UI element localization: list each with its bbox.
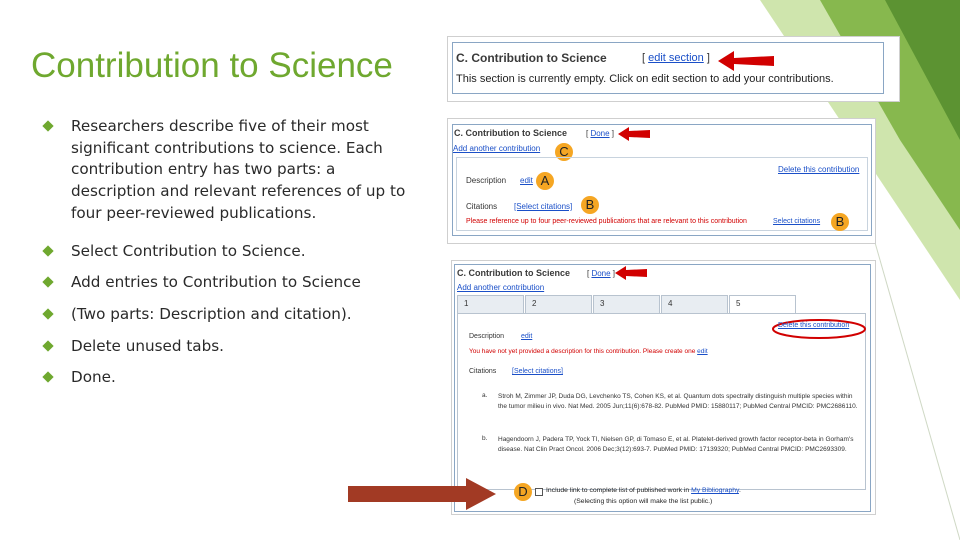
edit-description-link[interactable]: edit	[520, 176, 533, 185]
bullet-item: Delete unused tabs.	[44, 336, 414, 358]
marker-c: C	[555, 143, 573, 161]
citations-label: Citations	[466, 202, 498, 211]
tab-2[interactable]: 2	[525, 295, 592, 313]
create-description-link[interactable]: edit	[697, 348, 708, 355]
bullet-item: Add entries to Contribution to Science	[44, 272, 414, 294]
checkbox-icon[interactable]	[535, 488, 543, 496]
diamond-bullet-icon	[42, 277, 53, 288]
citation-a: Stroh M, Zimmer JP, Duda DG, Levchenko TS, Cohen KS, et al. Quantum dots spectrally distinguish multiple species within the tumor milieu in vivo. Nat Med. 2005 Jun;11(6):678-82. PubMed PMID: 15880117; PubMed Central PMCID: PMC2686110.	[498, 393, 858, 410]
description-label: Description	[469, 333, 505, 340]
done-link[interactable]: Done	[591, 269, 611, 278]
add-contribution-link[interactable]: Add another contribution	[453, 144, 541, 153]
diamond-bullet-icon	[42, 372, 53, 383]
bibliography-link[interactable]: My Bibliography	[691, 487, 739, 494]
delete-highlight-ellipse	[770, 317, 868, 341]
edit-section-link[interactable]: edit section	[648, 52, 704, 64]
diamond-bullet-icon	[42, 245, 53, 256]
diamond-bullet-icon	[42, 120, 53, 131]
slide-title: Contribution to Science	[31, 46, 393, 85]
section-header: C. Contribution to Science	[457, 268, 571, 278]
add-contribution-link[interactable]: Add another contribution	[457, 283, 545, 292]
screenshot-edit-contribution	[447, 118, 876, 244]
edit-section-group: [ edit section ]	[642, 52, 710, 64]
marker-b: B	[581, 196, 599, 214]
bullet-list	[44, 116, 414, 389]
reference-message: Please reference up to four peer-reviewed publications that are relevant to this contribution	[466, 218, 747, 225]
selecting-note: (Selecting this option will make the list public.)	[574, 498, 713, 505]
bullet-item: Done.	[44, 367, 414, 389]
tab-1[interactable]: 1	[457, 295, 524, 313]
no-description-message: You have not yet provided a description for this contribution. Please create one edit	[469, 348, 708, 355]
done-group: [ Done ]	[587, 269, 616, 278]
delete-contribution-link[interactable]: Delete this contribution	[778, 322, 850, 329]
edit-description-link[interactable]: edit	[521, 333, 533, 340]
tab-4[interactable]: 4	[661, 295, 728, 313]
red-arrow-icon	[618, 126, 652, 142]
citation-b-marker: b.	[482, 435, 488, 442]
section-header: C. Contribution to Science	[454, 128, 568, 138]
bullet-item: Select Contribution to Science.	[44, 241, 414, 263]
red-arrow-icon	[718, 49, 778, 73]
contribution-tabs	[457, 295, 867, 313]
tab-5[interactable]: 5	[729, 295, 796, 313]
select-citations-link-2[interactable]: Select citations	[773, 218, 821, 225]
marker-a: A	[536, 172, 554, 190]
screenshot-contribution-tabs	[451, 260, 876, 515]
select-citations-link[interactable]: [Select citations]	[514, 202, 573, 211]
red-arrow-icon	[615, 265, 649, 281]
citation-b: Hagendoorn J, Padera TP, Yock TI, Nielsen GP, di Tomaso E, et al. Platelet-derived growth factor receptor-beta in Gorham's disease. Nat Clin Pract Oncol. 2006 Dec;3(12):693-7. PubMed PMID: 17139320; PubMed Central PMCID: PMC2693309.	[498, 436, 854, 453]
marker-d: D	[514, 483, 532, 501]
citations-label: Citations	[469, 368, 497, 375]
done-group: [ Done ]	[586, 129, 615, 138]
include-link-option: Include link to complete list of published work in My Bibliography.	[546, 487, 741, 494]
big-arrow-icon	[346, 476, 498, 512]
marker-b-2: B	[831, 213, 849, 231]
screenshot-empty-section	[447, 36, 900, 102]
section-header: C. Contribution to Science	[456, 51, 607, 65]
diamond-bullet-icon	[42, 308, 53, 319]
delete-contribution-link[interactable]: Delete this contribution	[778, 165, 860, 174]
bullet-item: Researchers describe five of their most significant contributions to science. Each contribution entry has two parts: a description and relevant references of up to four peer-reviewed publications.	[44, 116, 414, 225]
tab-3[interactable]: 3	[593, 295, 660, 313]
diamond-bullet-icon	[42, 340, 53, 351]
select-citations-link[interactable]: [Select citations]	[512, 368, 563, 375]
bullet-item: (Two parts: Description and citation).	[44, 304, 414, 326]
done-link[interactable]: Done	[590, 129, 610, 138]
empty-message: This section is currently empty. Click on edit section to add your contributions.	[456, 73, 834, 85]
citation-a-marker: a.	[482, 392, 488, 399]
description-label: Description	[466, 176, 507, 185]
